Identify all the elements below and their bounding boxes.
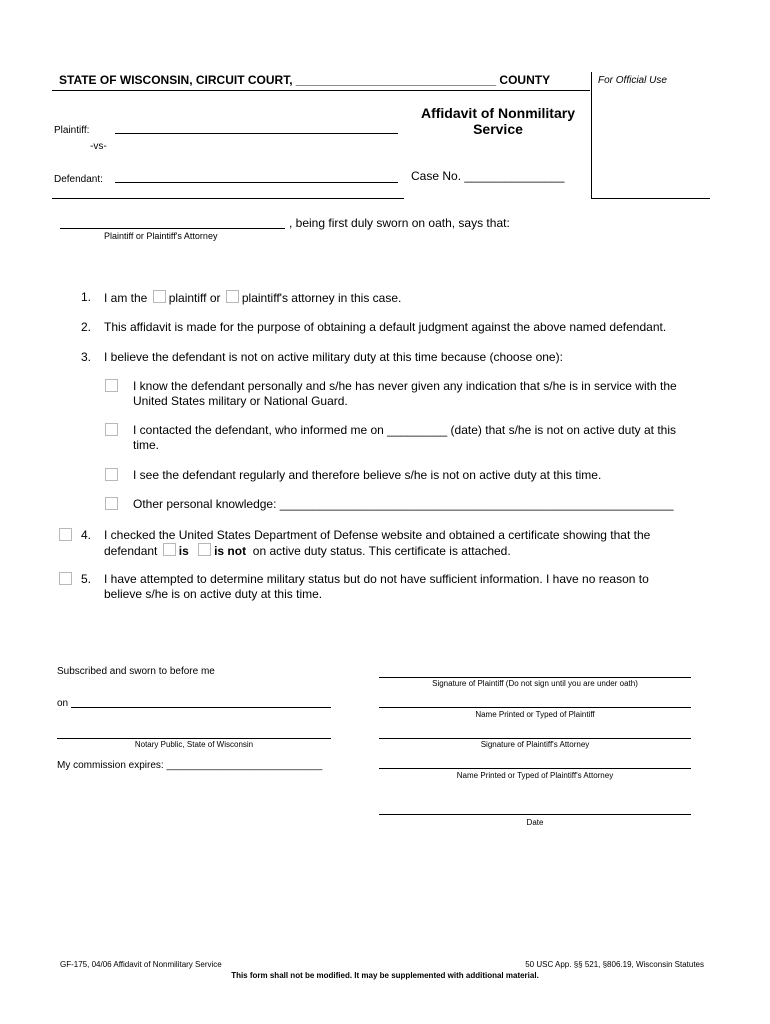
plaintiff-label: Plaintiff:	[54, 125, 90, 136]
date-label: Date	[526, 818, 544, 827]
plaintiff-name-printed-label: Name Printed or Typed of Plaintiff	[475, 710, 595, 719]
affiant-sublabel: Plaintiff or Plaintiff's Attorney	[104, 231, 218, 241]
plaintiff-name-field[interactable]	[115, 133, 398, 134]
form-title-line1: Affidavit of Nonmilitary	[420, 105, 575, 121]
defendant-name-field[interactable]	[115, 182, 398, 183]
item1-number: 1.	[81, 290, 92, 304]
item4-text	[104, 528, 650, 559]
item5-text	[104, 572, 649, 602]
plaintiff-checkbox[interactable]	[153, 290, 166, 303]
item5-number: 5.	[81, 572, 92, 586]
on-label: on	[57, 698, 69, 709]
attorney-checkbox[interactable]	[226, 290, 239, 303]
attorney-name-printed-label: Name Printed or Typed of Plaintiff's Attorney	[456, 771, 614, 780]
option-other-knowledge-checkbox[interactable]	[105, 497, 118, 510]
option-contacted-checkbox[interactable]	[105, 423, 118, 436]
official-use-bottom-rule	[591, 198, 710, 199]
item1-text-c: plaintiff's attorney in this case.	[241, 291, 402, 305]
option-see-regularly-checkbox[interactable]	[105, 468, 118, 481]
modification-notice: This form shall not be modified. It may be supplemented with additional material.	[231, 971, 539, 980]
header-rule	[52, 90, 590, 91]
item3-number: 3.	[81, 350, 92, 364]
form-title-line2: Service	[473, 121, 523, 137]
sworn-date-field[interactable]	[71, 707, 331, 708]
item1	[104, 290, 401, 306]
attorney-signature-field[interactable]	[379, 738, 691, 739]
commission-expires[interactable]: My commission expires: ____________________________	[57, 760, 323, 771]
is-active-checkbox[interactable]	[163, 543, 176, 556]
option-a-line1: I know the defendant personally and s/he has never given any indication that s/he is in service with the	[133, 379, 677, 393]
item4-line2	[104, 543, 650, 559]
caption-bottom-rule	[52, 198, 404, 199]
form-title	[408, 105, 588, 137]
notary-signature-field[interactable]	[57, 738, 331, 739]
item1-text-b: plaintiff or	[168, 291, 221, 305]
court-header: STATE OF WISCONSIN, CIRCUIT COURT, ______________________________ COUNTY	[59, 73, 551, 87]
defendant-label: Defendant:	[54, 174, 103, 185]
option-see-regularly-text: I see the defendant regularly and therefore believe s/he is not on active duty at this time.	[133, 468, 602, 482]
plaintiff-signature-label: Signature of Plaintiff (Do not sign until you are under oath)	[432, 679, 638, 688]
form-id: GF-175, 04/06 Affidavit of Nonmilitary Service	[60, 960, 222, 969]
item4-checkbox[interactable]	[59, 528, 72, 541]
notary-label: Notary Public, State of Wisconsin	[134, 740, 254, 749]
item3-text: I believe the defendant is not on active military duty at this time because (choose one):	[104, 350, 563, 364]
official-use-divider	[591, 72, 592, 199]
subscribed-text: Subscribed and sworn to before me	[57, 666, 215, 677]
option-b-line1: I contacted the defendant, who informed me on _________ (date) that s/he is not on active duty at this	[133, 423, 677, 437]
item5-line2: believe s/he is on active duty at this time.	[104, 587, 323, 601]
attorney-name-printed-field[interactable]	[379, 768, 691, 769]
option-b-line2: time.	[133, 438, 160, 452]
item2-text: This affidavit is made for the purpose of obtaining a default judgment against the above named defendant.	[104, 320, 667, 334]
case-number[interactable]: Case No. _______________	[411, 169, 565, 183]
item4-line1: I checked the United States Department of Defense website and obtained a certificate showing that the	[104, 528, 651, 542]
item4-is-not: is not	[214, 544, 247, 558]
is-not-active-checkbox[interactable]	[198, 543, 211, 556]
option-contacted-text	[133, 423, 676, 453]
option-know-personally-text	[133, 379, 677, 409]
item2-number: 2.	[81, 320, 92, 334]
official-use-label: For Official Use	[598, 75, 667, 86]
affiant-name-field[interactable]	[60, 228, 285, 229]
item4-number: 4.	[81, 528, 92, 542]
plaintiff-name-printed-field[interactable]	[379, 707, 691, 708]
plaintiff-signature-field[interactable]	[379, 677, 691, 678]
attorney-signature-label: Signature of Plaintiff's Attorney	[480, 740, 590, 749]
item5-line1: I have attempted to determine military status but do not have sufficient information. I have no reason to	[104, 572, 649, 586]
item4-line2-rest: on active duty status. This certificate is attached.	[252, 544, 511, 558]
item5-checkbox[interactable]	[59, 572, 72, 585]
item4-is: is	[178, 544, 189, 558]
option-a-line2: United States military or National Guard.	[133, 394, 348, 408]
item4-defendant: defendant	[104, 544, 158, 558]
vs-label: -vs-	[90, 141, 107, 152]
statute-reference: 50 USC App. §§ 521, §806.19, Wisconsin Statutes	[525, 960, 704, 969]
item1-text-a: I am the	[104, 291, 148, 305]
oath-text: , being first duly sworn on oath, says that:	[289, 216, 510, 230]
option-other-knowledge-text[interactable]: Other personal knowledge: ___________________________________________________________	[133, 497, 674, 511]
option-know-personally-checkbox[interactable]	[105, 379, 118, 392]
date-field[interactable]	[379, 814, 691, 815]
